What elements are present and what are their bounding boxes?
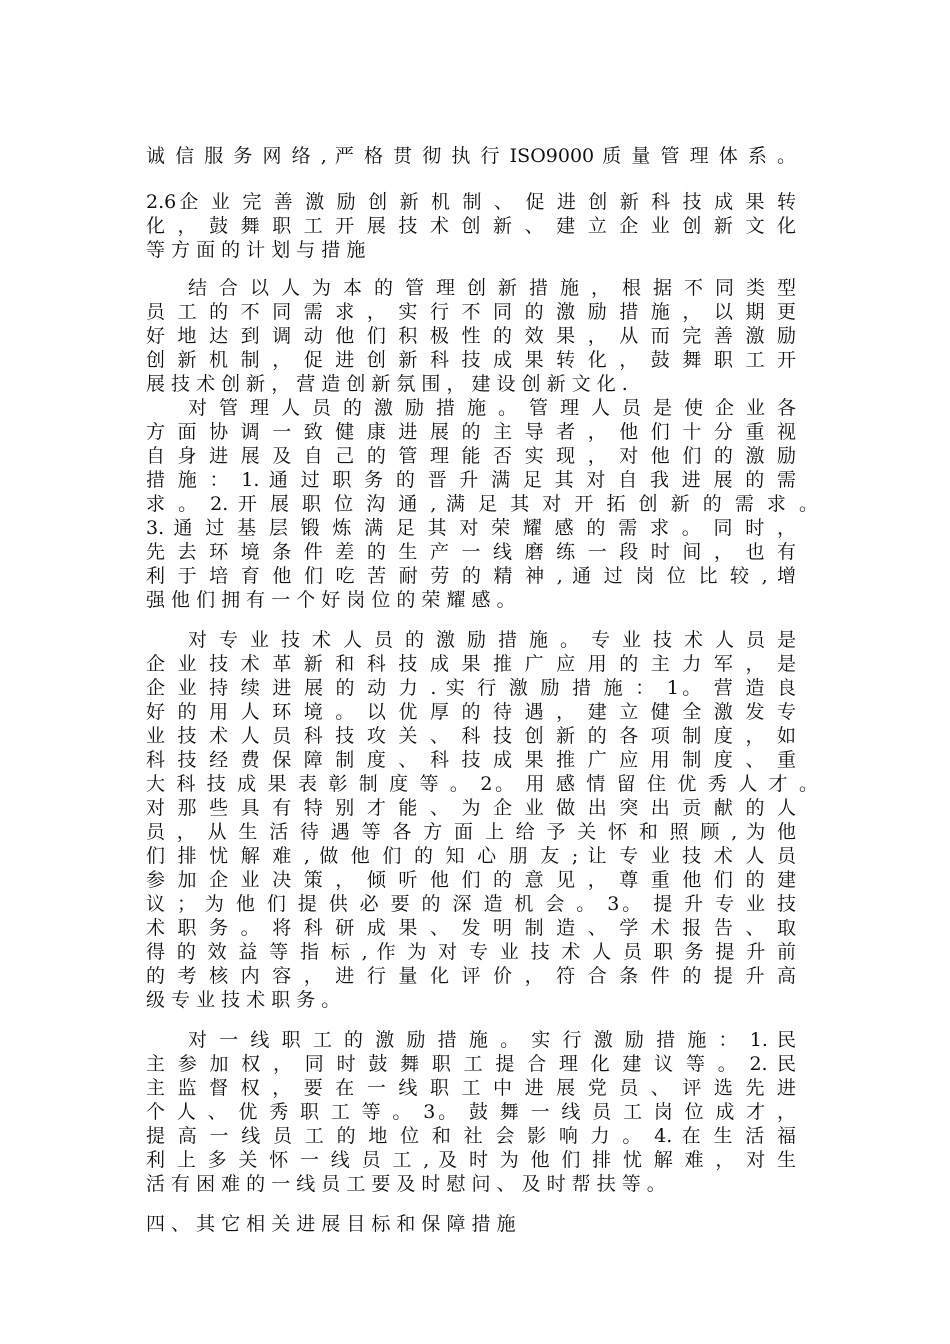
paragraph-line: 利 上 多 关 怀 一 线 员 工 , 及 时 为 他 们 排 忧 解 难 ， 对 生	[146, 1149, 796, 1171]
paragraph-line: 自 身 进 展 及 自 己 的 管 理 能 否 实 现 ， 对 他 们 的 激 励	[146, 445, 796, 467]
paragraph-line: 业 技 术 人 员 科 技 攻 关 、 科 技 创 新 的 各 项 制 度 ， 如	[146, 725, 796, 747]
paragraph-line: 企 业 持 续 进 展 的 动 力 . 实 行 激 励 措 施 ： 1。 营 造 良	[146, 677, 796, 699]
paragraph-line: 结 合 以 人 为 本 的 管 理 创 新 措 施 ， 根 据 不 同 类 型	[188, 277, 796, 299]
paragraph-line: 3. 通 过 基 层 锻 炼 满 足 其 对 荣 耀 感 的 需 求 。 同 时 ，	[146, 517, 796, 539]
section-heading-line: 等 方 面 的 计 划 与 措 施	[146, 239, 366, 261]
paragraph-line: 员 工 的 不 同 需 求 ， 实 行 不 同 的 激 励 措 施 ， 以 期 更	[146, 301, 796, 323]
section-heading: 四 、 其 它 相 关 进 展 目 标 和 保 障 措 施	[146, 1213, 516, 1235]
paragraph-line: 主 参 加 权 ， 同 时 鼓 舞 职 工 提 合 理 化 建 议 等 。 2. 民	[146, 1053, 796, 1075]
paragraph-line: 对 一 线 职 工 的 激 励 措 施 。 实 行 激 励 措 施 ： 1. 民	[188, 1029, 796, 1051]
paragraph-line: 个 人 、 优 秀 职 工 等 。 3。 鼓 舞 一 线 员 工 岗 位 成 才 ，	[146, 1101, 796, 1123]
paragraph-line: 创 新 机 制 ， 促 进 创 新 科 技 成 果 转 化 ， 鼓 舞 职 工 开	[146, 349, 796, 371]
paragraph-line: 措 施 ： 1. 通 过 职 务 的 晋 升 满 足 其 对 自 我 进 展 的 需	[146, 469, 796, 491]
paragraph-line: 提 高 一 线 员 工 的 地 位 和 社 会 影 响 力 。 4. 在 生 活 福	[146, 1125, 796, 1147]
paragraph-line: 好 的 用 人 环 境 。 以 优 厚 的 待 遇 ， 建 立 健 全 激 发 专	[146, 701, 796, 723]
paragraph-line: 术 职 务 。 将 科 研 成 果 、 发 明 制 造 、 学 术 报 告 、 取	[146, 917, 796, 939]
paragraph-line: 方 面 协 调 一 致 健 康 进 展 的 主 导 者 ， 他 们 十 分 重 视	[146, 421, 796, 443]
paragraph-line: 大 科 技 成 果 表 彰 制 度 等 。 2。 用 感 情 留 住 优 秀 人 才 。	[146, 773, 818, 795]
paragraph-line: 企 业 技 术 革 新 和 科 技 成 果 推 广 应 用 的 主 力 军 ， 是	[146, 653, 796, 675]
paragraph-line: 对 那 些 具 有 特 别 才 能 、 为 企 业 做 出 突 出 贡 献 的 人	[146, 797, 796, 819]
paragraph-line: 好 地 达 到 调 动 他 们 积 极 性 的 效 果 ， 从 而 完 善 激 励	[146, 325, 796, 347]
paragraph-line: 级 专 业 技 术 职 务 。	[146, 989, 341, 1011]
paragraph-line: 的 考 核 内 容 ， 进 行 量 化 评 价 ， 符 合 条 件 的 提 升 高	[146, 965, 796, 987]
paragraph-line: 活 有 困 难 的 一 线 员 工 要 及 时 慰 问 、 及 时 帮 扶 等 。	[146, 1173, 666, 1195]
paragraph-line: 主 监 督 权 ， 要 在 一 线 职 工 中 进 展 党 员 、 评 选 先 进	[146, 1077, 796, 1099]
text-line: 诚 信 服 务 网 络 , 严 格 贯 彻 执 行 ISO9000 质 量 管 理 体 系 。	[146, 145, 796, 167]
paragraph-line: 对 专 业 技 术 人 员 的 激 励 措 施 。 专 业 技 术 人 员 是	[188, 629, 796, 651]
paragraph-line: 们 排 忧 解 难 , 做 他 们 的 知 心 朋 友 ; 让 专 业 技 术 人 员	[146, 845, 796, 867]
paragraph-line: 先 去 环 境 条 件 差 的 生 产 一 线 磨 练 一 段 时 间 ， 也 有	[146, 541, 796, 563]
section-heading-line: 化 ， 鼓 舞 职 工 开 展 技 术 创 新 、 建 立 企 业 创 新 文 化	[146, 215, 796, 237]
paragraph-line: 员 ， 从 生 活 待 遇 等 各 方 面 上 给 予 关 怀 和 照 顾 , 为 他	[146, 821, 796, 843]
paragraph-line: 利 于 培 育 他 们 吃 苦 耐 劳 的 精 神 , 通 过 岗 位 比 较 , 增	[146, 565, 796, 587]
paragraph-line: 展 技 术 创 新 ， 营 造 创 新 氛 围 ， 建 设 创 新 文 化 .	[146, 373, 628, 395]
paragraph-line: 强 他 们 拥 有 一 个 好 岗 位 的 荣 耀 感 。	[146, 589, 516, 611]
paragraph-line: 求 。 2. 开 展 职 位 沟 通 , 满 足 其 对 开 拓 创 新 的 需 求 。	[146, 493, 818, 515]
paragraph-line: 得 的 效 益 等 指 标 , 作 为 对 专 业 技 术 人 员 职 务 提 升 前	[146, 941, 796, 963]
section-heading-line: 2.6企 业 完 善 激 励 创 新 机 制 、 促 进 创 新 科 技 成 果 转	[146, 191, 796, 213]
paragraph-line: 科 技 经 费 保 障 制 度 、 科 技 成 果 推 广 应 用 制 度 、 重	[146, 749, 796, 771]
paragraph-line: 议 ； 为 他 们 提 供 必 要 的 深 造 机 会 。 3。 提 升 专 业 技	[146, 893, 796, 915]
paragraph-line: 对 管 理 人 员 的 激 励 措 施 。 管 理 人 员 是 使 企 业 各	[188, 397, 796, 419]
paragraph-line: 参 加 企 业 决 策 ， 倾 听 他 们 的 意 见 ， 尊 重 他 们 的 建	[146, 869, 796, 891]
